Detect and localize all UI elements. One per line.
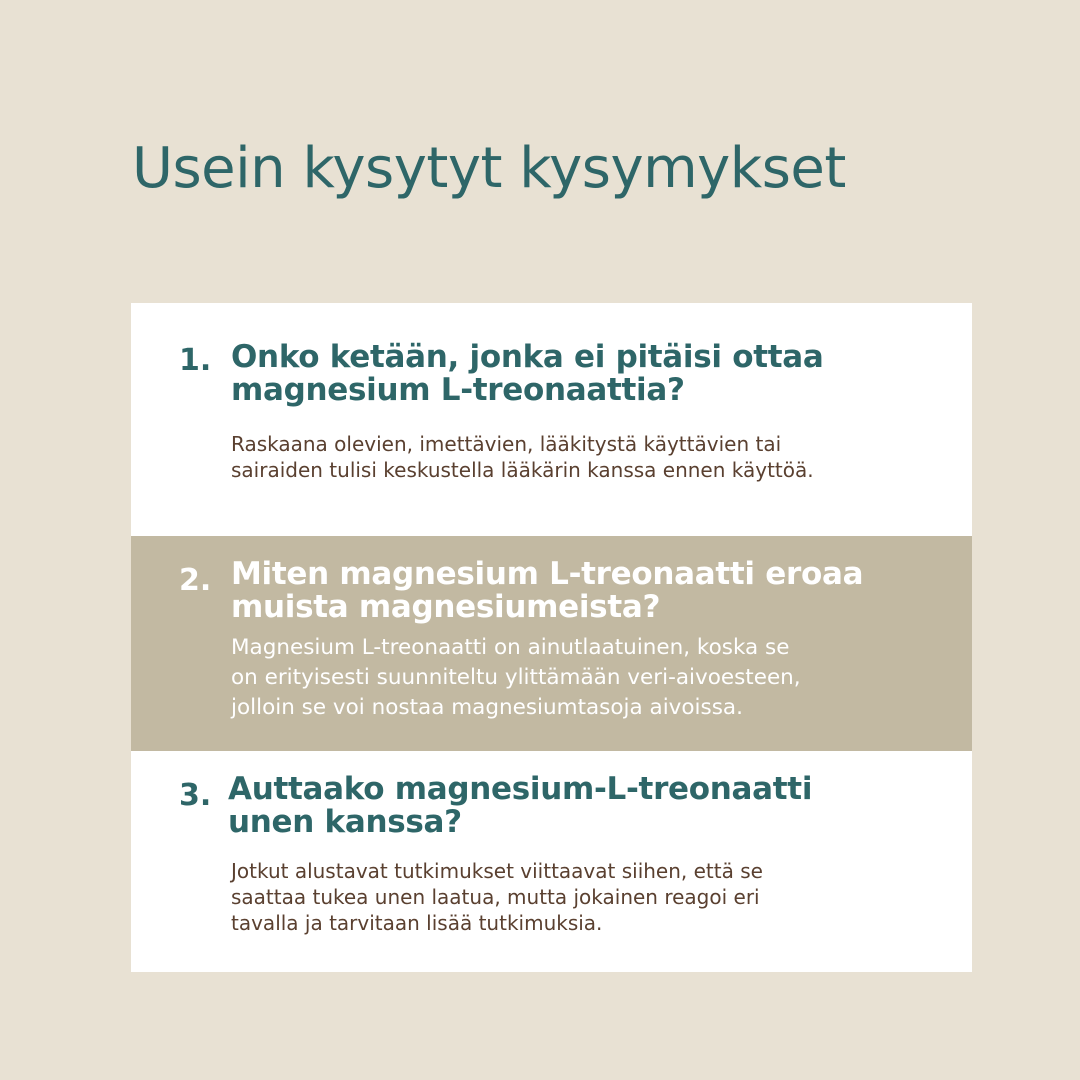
answer-line: Magnesium L-treonaatti on ainutlaatuinen, koska se: [231, 635, 790, 660]
question-line: magnesium L-treonaattia?: [231, 372, 685, 408]
faq-question: [231, 341, 824, 407]
faq-number: 3.: [179, 778, 212, 813]
answer-line: sairaiden tulisi keskustella lääkärin kanssa ennen käyttöä.: [231, 458, 814, 482]
faq-item-2: [131, 536, 972, 751]
faq-item-1: [131, 303, 972, 536]
faq-question: [231, 558, 863, 624]
faq-question: [228, 773, 812, 839]
faq-answer: [231, 633, 801, 723]
question-line: unen kanssa?: [228, 804, 462, 840]
answer-line: tavalla ja tarvitaan lisää tutkimuksia.: [231, 911, 603, 935]
faq-answer: [231, 431, 814, 483]
answer-line: saattaa tukea unen laatua, mutta jokainen reagoi eri: [231, 885, 760, 909]
question-line: Miten magnesium L-treonaatti eroaa: [231, 556, 864, 592]
faq-number: 2.: [179, 563, 212, 598]
question-line: Auttaako magnesium-L-treonaatti: [228, 771, 813, 807]
answer-line: on erityisesti suunniteltu ylittämään veri-aivoesteen,: [231, 665, 801, 690]
faq-number: 1.: [179, 343, 212, 378]
faq-answer: [231, 858, 763, 936]
question-line: Onko ketään, jonka ei pitäisi ottaa: [231, 339, 824, 375]
answer-line: Jotkut alustavat tutkimukset viittaavat siihen, että se: [231, 859, 763, 883]
answer-line: jolloin se voi nostaa magnesiumtasoja aivoissa.: [231, 695, 743, 720]
answer-line: Raskaana olevien, imettävien, lääkitystä käyttävien tai: [231, 432, 782, 456]
question-line: muista magnesiumeista?: [231, 589, 661, 625]
page-title: Usein kysytyt kysymykset: [132, 136, 846, 201]
faq-item-3: [131, 751, 972, 972]
